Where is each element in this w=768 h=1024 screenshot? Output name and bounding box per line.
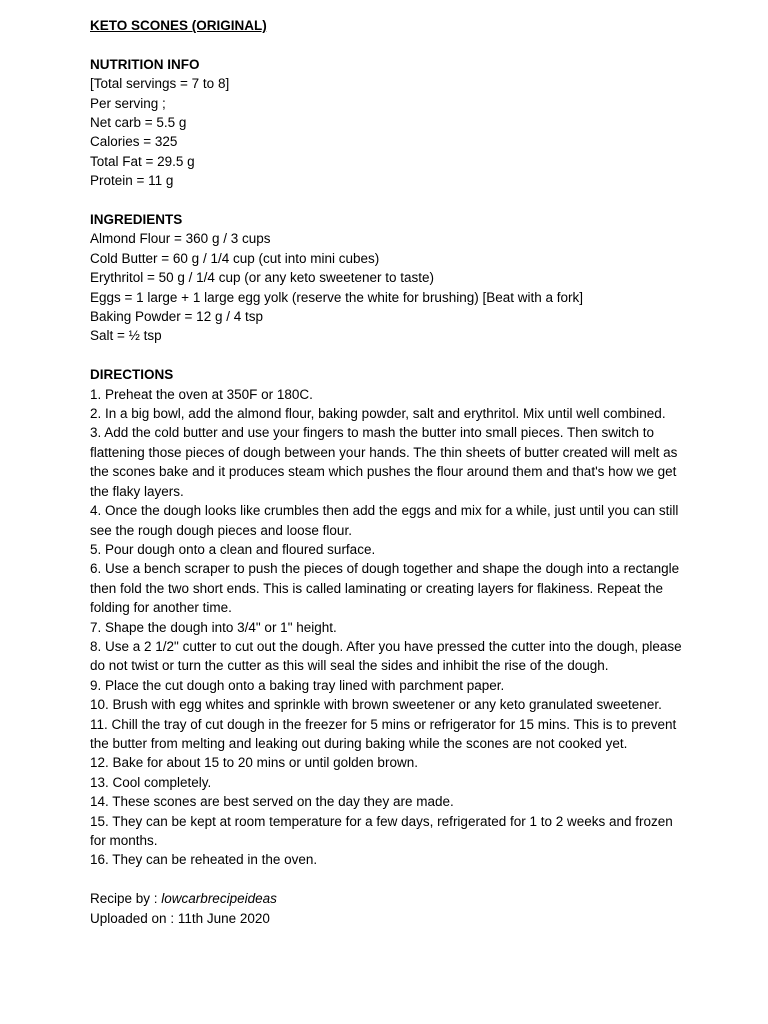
ingredient-item: Cold Butter = 60 g / 1/4 cup (cut into mini cubes): [90, 250, 380, 266]
ingredient-item: Baking Powder = 12 g / 4 tsp: [90, 309, 263, 325]
direction-step: 9. Place the cut dough onto a baking tray lined with parchment paper.: [90, 677, 505, 693]
direction-step: 2. In a big bowl, add the almond flour, baking powder, salt and erythritol. Mix until well combined.: [90, 406, 666, 422]
direction-step: 14. These scones are best served on the day they are made.: [90, 794, 454, 810]
document-title: KETO SCONES (ORIGINAL): [90, 18, 267, 33]
nutrition-heading: NUTRITION INFO: [90, 56, 200, 72]
recipe-credit-label: Recipe by :: [90, 891, 162, 907]
nutrition-line: Per serving ;: [90, 95, 166, 111]
direction-step: 3. Add the cold butter and use your fingers to mash the butter into small pieces. Then switch to flattening those pieces of dough between your hands. The thin sheets of butter created will melt as the scones bake and it produces steam which pushes the flour around them and that's how we get the flaky layers.: [90, 425, 678, 499]
ingredient-item: Eggs = 1 large + 1 large egg yolk (reserve the white for brushing) [Beat with a fork]: [90, 289, 584, 305]
direction-step: 8. Use a 2 1/2" cutter to cut out the dough. After you have pressed the cutter into the dough, please do not twist or turn the cutter as this will seal the sides and inhibit the rise of the dough.: [90, 638, 682, 674]
direction-step: 1. Preheat the oven at 350F or 180C.: [90, 386, 313, 402]
recipe-credit: [90, 889, 690, 908]
nutrition-line: Protein = 11 g: [90, 173, 174, 189]
spacer: [90, 35, 690, 54]
directions-heading: DIRECTIONS: [90, 367, 174, 383]
ingredient-item: Erythritol = 50 g / 1/4 cup (or any keto sweetener to taste): [90, 270, 435, 286]
nutrition-line: Total Fat = 29.5 g: [90, 153, 195, 169]
recipe-document: [90, 16, 690, 928]
ingredient-item: Almond Flour = 360 g / 3 cups: [90, 231, 271, 247]
direction-step: 7. Shape the dough into 3/4" or 1" height.: [90, 619, 337, 635]
recipe-credit-author: lowcarbrecipeideas: [161, 891, 277, 907]
direction-step: 13. Cool completely.: [90, 774, 212, 790]
nutrition-line: [Total servings = 7 to 8]: [90, 76, 230, 92]
direction-step: 5. Pour dough onto a clean and floured surface.: [90, 541, 376, 557]
direction-step: 11. Chill the tray of cut dough in the freezer for 5 mins or refrigerator for 15 mins. This is to prevent the butter from melting and leaking out during baking while the scones are not cooked yet.: [90, 716, 677, 751]
direction-step: 4. Once the dough looks like crumbles then add the eggs and mix for a while, just until you can still see the rough dough pieces and loose flour.: [90, 503, 679, 538]
spacer: [90, 191, 690, 210]
upload-date: Uploaded on : 11th June 2020: [90, 910, 270, 926]
direction-step: 10. Brush with egg whites and sprinkle with brown sweetener or any keto granulated sweetener.: [90, 697, 662, 713]
direction-step: 15. They can be kept at room temperature for a few days, refrigerated for 1 to 2 weeks and frozen for months.: [90, 813, 673, 849]
nutrition-line: Net carb = 5.5 g: [90, 115, 187, 131]
spacer: [90, 346, 690, 365]
direction-step: 16. They can be reheated in the oven.: [90, 852, 318, 868]
ingredient-item: Salt = ½ tsp: [90, 328, 162, 344]
nutrition-line: Calories = 325: [90, 134, 178, 150]
ingredients-heading: INGREDIENTS: [90, 212, 183, 228]
spacer: [90, 870, 690, 889]
direction-step: 12. Bake for about 15 to 20 mins or until golden brown.: [90, 755, 418, 771]
direction-step: 6. Use a bench scraper to push the pieces of dough together and shape the dough into a rectangle then fold the two short ends. This is called laminating or creating layers for flakiness. Repeat the folding for another time.: [90, 561, 680, 616]
